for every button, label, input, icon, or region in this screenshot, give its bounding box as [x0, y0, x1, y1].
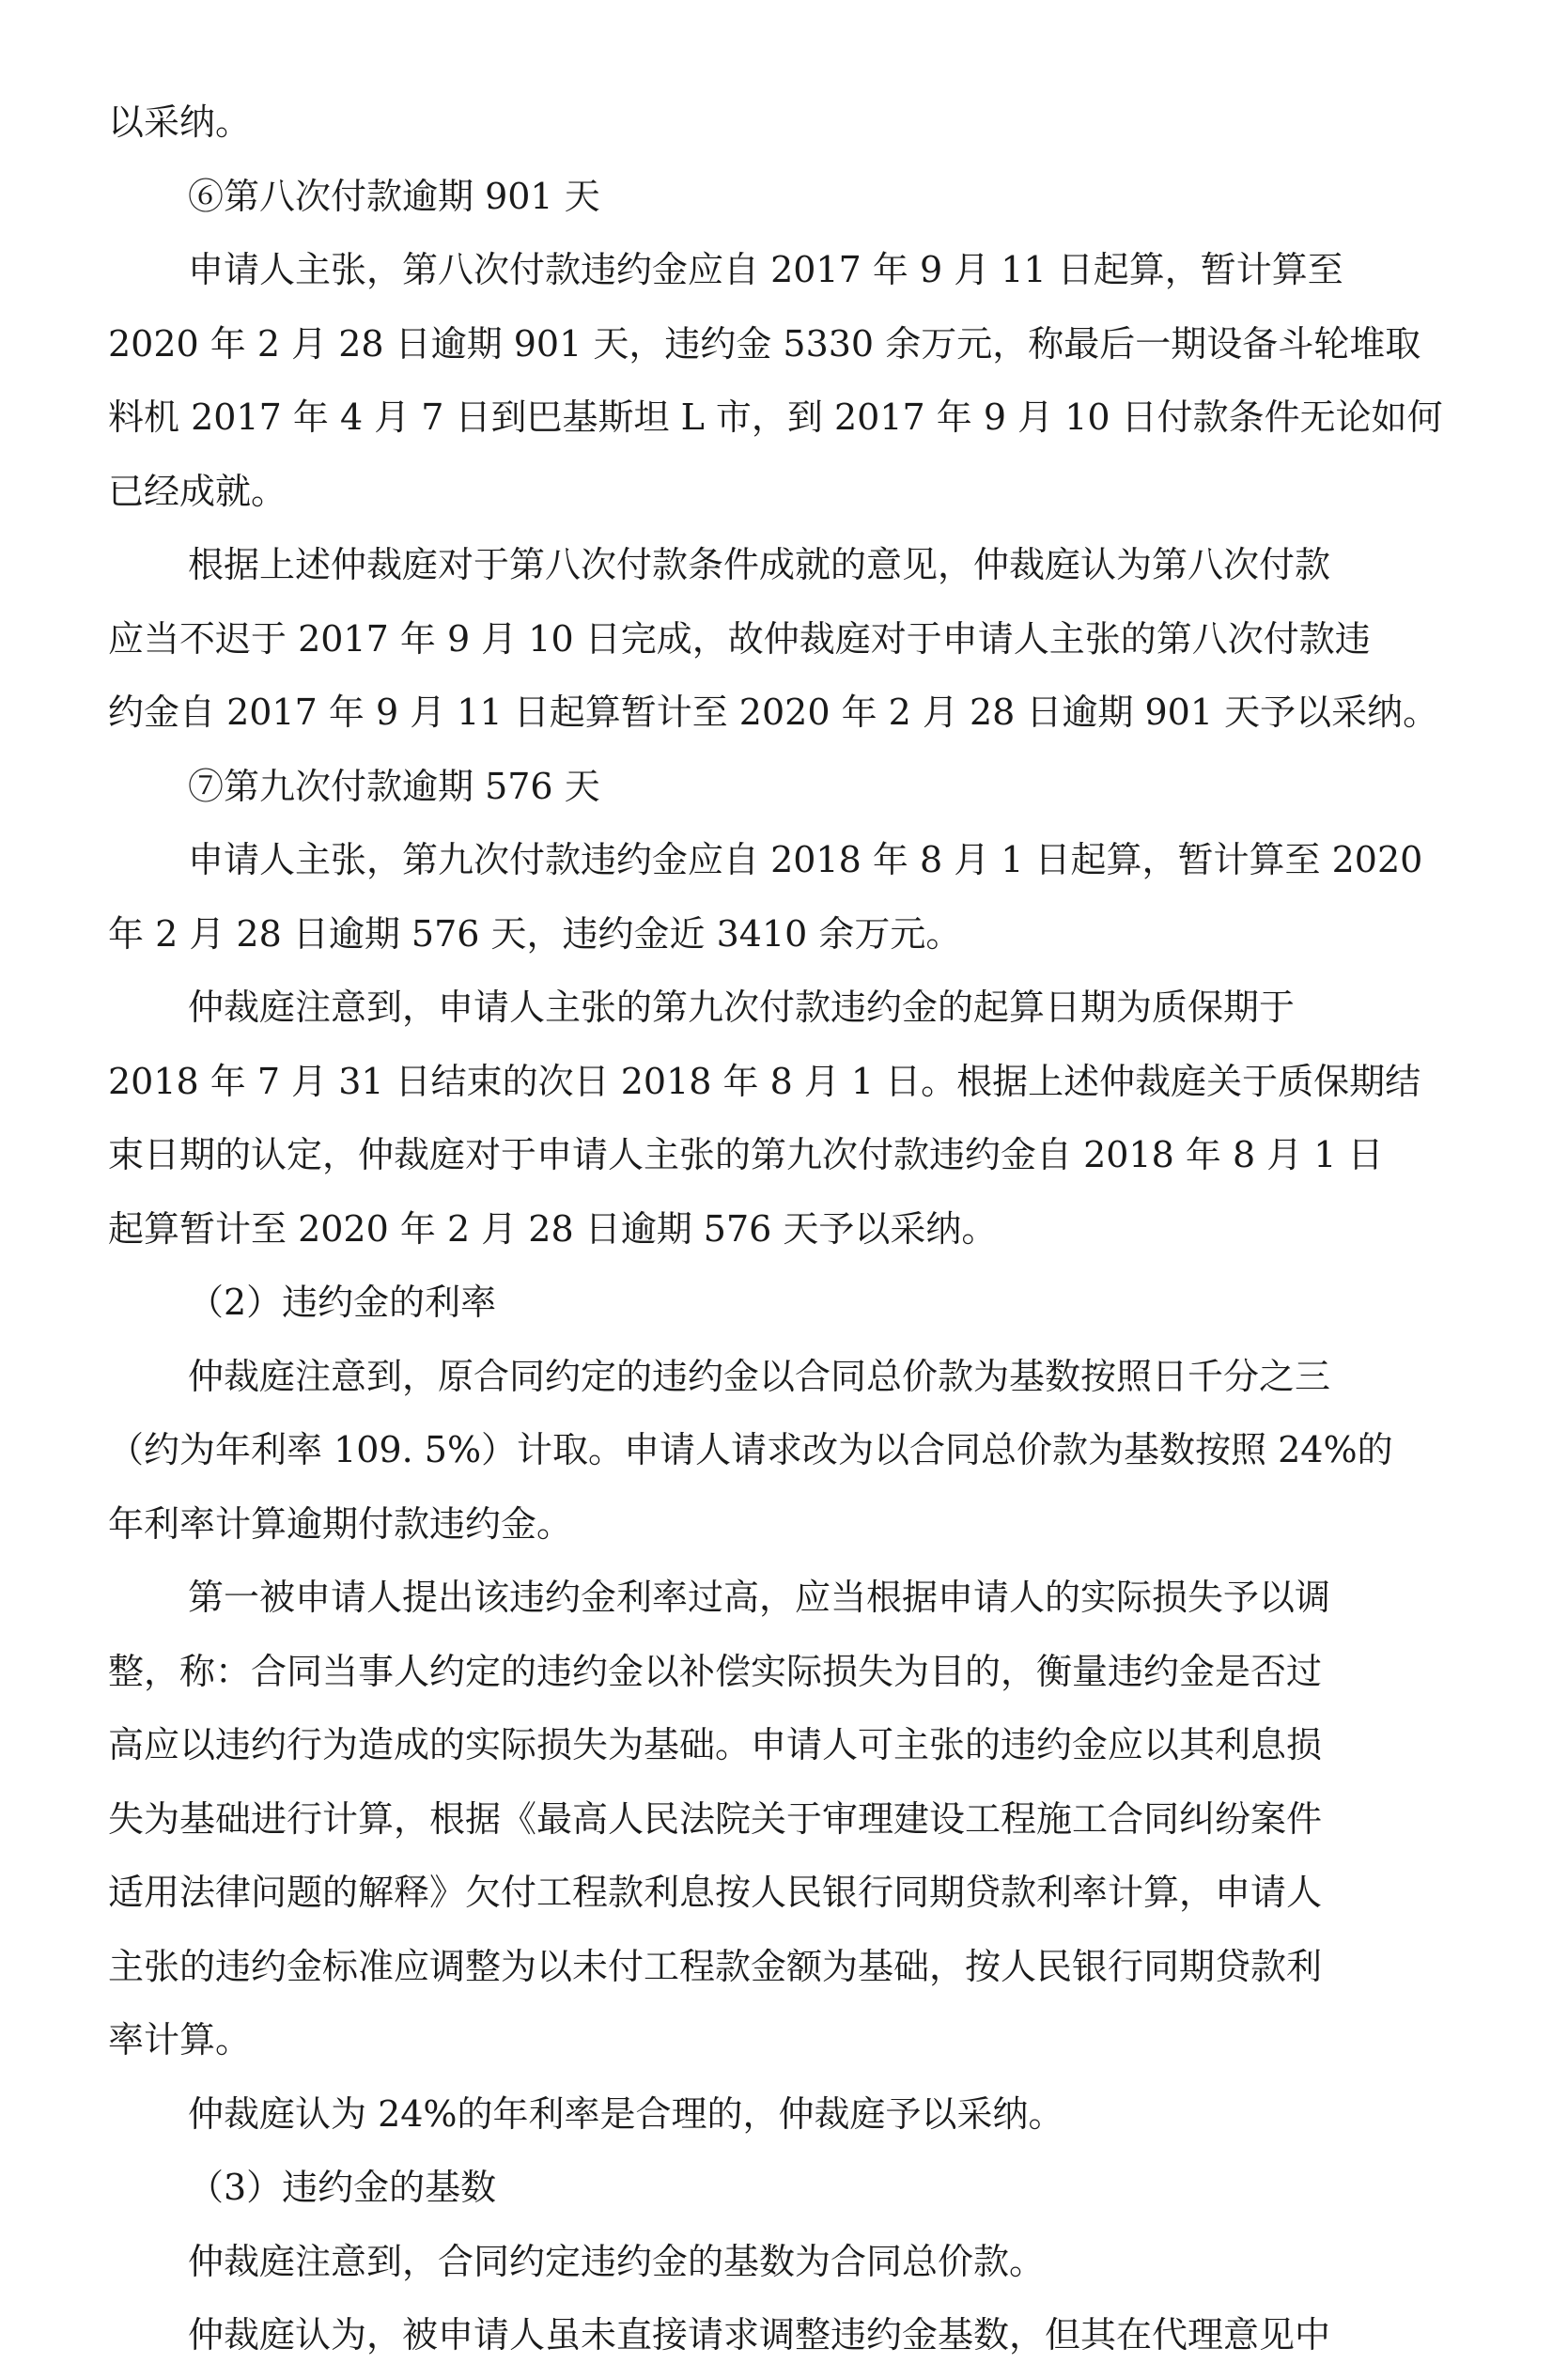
text-line: ⑥第八次付款逾期 901 天 [188, 176, 600, 217]
text-line: 整，称：合同当事人约定的违约金以补偿实际损失为目的，衡量违约金是否过 [108, 1651, 1323, 1692]
text-line: 已经成就。 [108, 471, 287, 512]
text-line: 申请人主张，第九次付款违约金应自 2018 年 8 月 1 日起算，暂计算至 2020 [188, 839, 1423, 880]
text-line: 年 2 月 28 日逾期 576 天，违约金近 3410 余万元。 [108, 913, 962, 955]
text-line: 起算暂计至 2020 年 2 月 28 日逾期 576 天予以采纳。 [108, 1208, 998, 1250]
text-line: 2020 年 2 月 28 日逾期 901 天，违约金 5330 余万元，称最后一期设备斗轮堆取 [108, 323, 1421, 365]
text-line: 仲裁庭认为 24%的年利率是合理的，仲裁庭予以采纳。 [188, 2093, 1064, 2135]
text-line: 2018 年 7 月 31 日结束的次日 2018 年 8 月 1 日。根据上述仲裁庭关于质保期结 [108, 1061, 1421, 1102]
text-line: 仲裁庭注意到，合同约定违约金的基数为合同总价款。 [188, 2241, 1046, 2282]
text-line: 主张的违约金标准应调整为以未付工程款金额为基础，按人民银行同期贷款利 [108, 1946, 1323, 1987]
text-line: 料机 2017 年 4 月 7 日到巴基斯坦 L 市，到 2017 年 9 月 10 日付款条件无论如何 [108, 396, 1443, 438]
text-line: 根据上述仲裁庭对于第八次付款条件成就的意见，仲裁庭认为第八次付款 [188, 544, 1331, 585]
text-line: （2）违约金的利率 [188, 1282, 497, 1323]
text-line: 高应以违约行为造成的实际损失为基础。申请人可主张的违约金应以其利息损 [108, 1724, 1323, 1765]
text-line: 适用法律问题的解释》欠付工程款利息按人民银行同期贷款利率计算，申请人 [108, 1872, 1323, 1913]
text-line: 以采纳。 [108, 101, 252, 143]
text-line: 束日期的认定，仲裁庭对于申请人主张的第九次付款违约金自 2018 年 8 月 1 日 [108, 1134, 1384, 1175]
text-line: 应当不迟于 2017 年 9 月 10 日完成，故仲裁庭对于申请人主张的第八次付款违 [108, 618, 1371, 660]
text-line: 仲裁庭注意到，申请人主张的第九次付款违约金的起算日期为质保期于 [188, 987, 1296, 1028]
text-line: ⑦第九次付款逾期 576 天 [188, 766, 600, 807]
text-line: 率计算。 [108, 2019, 252, 2060]
text-line: 约金自 2017 年 9 月 11 日起算暂计至 2020 年 2 月 28 日逾期 901 天予以采纳。 [108, 692, 1439, 733]
text-line: 仲裁庭注意到，原合同约定的违约金以合同总价款为基数按照日千分之三 [188, 1356, 1331, 1397]
text-line: 失为基础进行计算，根据《最高人民法院关于审理建设工程施工合同纠纷案件 [108, 1798, 1323, 1840]
text-line: 申请人主张，第八次付款违约金应自 2017 年 9 月 11 日起算，暂计算至 [188, 249, 1343, 290]
text-line: 年利率计算逾期付款违约金。 [108, 1503, 573, 1545]
text-line: 仲裁庭认为，被申请人虽未直接请求调整违约金基数，但其在代理意见中 [188, 2314, 1331, 2355]
text-line: 第一被申请人提出该违约金利率过高，应当根据申请人的实际损失予以调 [188, 1577, 1331, 1618]
text-line: （3）违约金的基数 [188, 2167, 497, 2208]
text-line: （约为年利率 109. 5%）计取。申请人请求改为以合同总价款为基数按照 24%的 [108, 1429, 1393, 1470]
